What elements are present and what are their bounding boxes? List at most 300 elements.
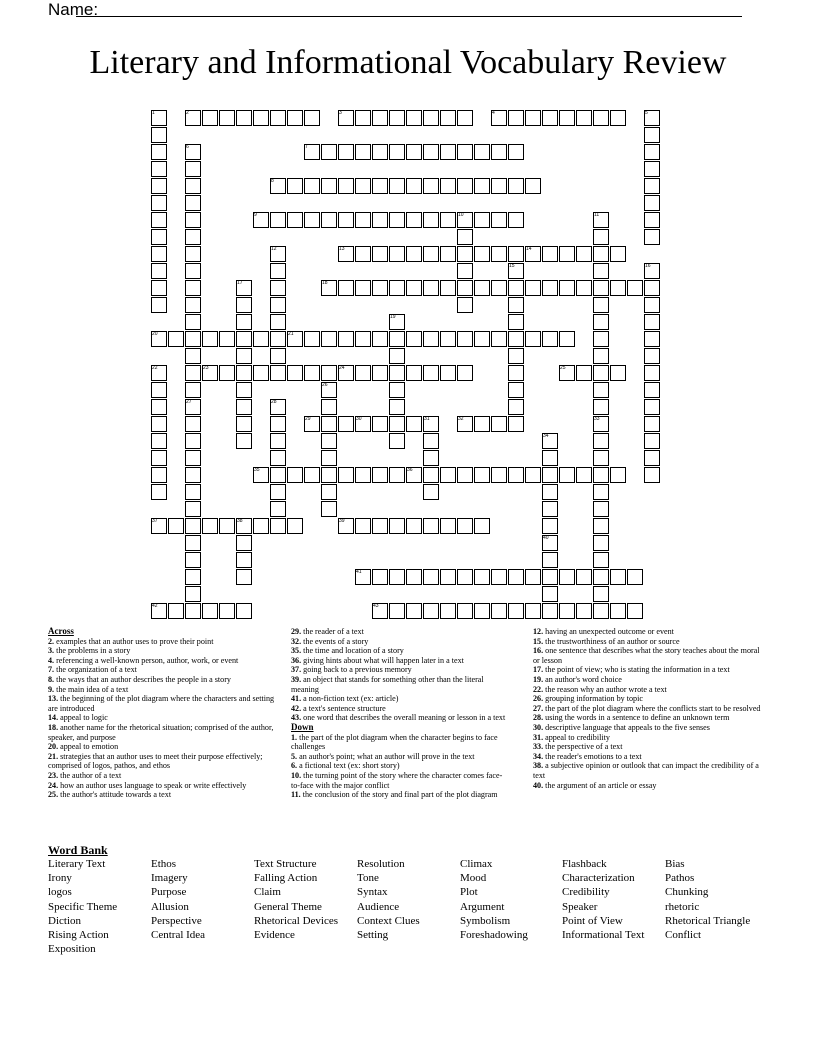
crossword-cell[interactable] [338, 331, 354, 347]
crossword-cell[interactable] [389, 331, 405, 347]
crossword-cell[interactable] [372, 331, 388, 347]
crossword-cell[interactable] [457, 246, 473, 262]
crossword-cell[interactable] [389, 416, 405, 432]
crossword-cell[interactable] [185, 297, 201, 313]
crossword-cell[interactable] [389, 569, 405, 585]
crossword-cell[interactable] [304, 212, 320, 228]
crossword-cell[interactable] [525, 569, 541, 585]
crossword-cell[interactable] [270, 450, 286, 466]
crossword-cell[interactable] [542, 603, 558, 619]
crossword-cell[interactable] [151, 484, 167, 500]
crossword-cell[interactable] [440, 467, 456, 483]
crossword-cell[interactable] [440, 280, 456, 296]
crossword-cell[interactable] [559, 280, 575, 296]
crossword-cell[interactable] [508, 467, 524, 483]
crossword-cell[interactable] [202, 331, 218, 347]
crossword-cell[interactable] [185, 195, 201, 211]
crossword-cell[interactable] [236, 603, 252, 619]
crossword-cell[interactable] [321, 399, 337, 415]
crossword-cell[interactable] [525, 280, 541, 296]
crossword-cell[interactable] [338, 144, 354, 160]
crossword-cell[interactable] [542, 331, 558, 347]
crossword-cell[interactable] [185, 212, 201, 228]
crossword-cell[interactable] [508, 110, 524, 126]
crossword-cell[interactable] [355, 331, 371, 347]
crossword-cell[interactable] [151, 212, 167, 228]
crossword-cell[interactable] [593, 331, 609, 347]
crossword-cell[interactable] [168, 603, 184, 619]
crossword-cell[interactable] [389, 518, 405, 534]
crossword-cell[interactable] [287, 365, 303, 381]
crossword-cell[interactable] [270, 110, 286, 126]
crossword-cell[interactable] [593, 484, 609, 500]
crossword-cell[interactable] [440, 603, 456, 619]
crossword-cell[interactable] [457, 518, 473, 534]
crossword-cell[interactable] [593, 518, 609, 534]
crossword-cell[interactable] [423, 484, 439, 500]
crossword-cell[interactable] [457, 144, 473, 160]
crossword-cell[interactable] [185, 501, 201, 517]
crossword-cell[interactable] [457, 569, 473, 585]
crossword-cell[interactable] [593, 569, 609, 585]
crossword-cell[interactable] [406, 569, 422, 585]
crossword-cell[interactable] [423, 450, 439, 466]
crossword-cell[interactable] [491, 178, 507, 194]
crossword-cell[interactable] [321, 178, 337, 194]
crossword-cell[interactable] [508, 603, 524, 619]
crossword-cell[interactable] [185, 433, 201, 449]
crossword-cell[interactable] [610, 365, 626, 381]
crossword-cell[interactable] [389, 467, 405, 483]
crossword-cell[interactable] [321, 467, 337, 483]
crossword-cell[interactable] [236, 365, 252, 381]
crossword-cell[interactable] [576, 603, 592, 619]
crossword-cell[interactable] [355, 518, 371, 534]
crossword-cell[interactable] [423, 246, 439, 262]
crossword-cell[interactable] [151, 297, 167, 313]
crossword-cell[interactable] [576, 467, 592, 483]
crossword-cell[interactable] [338, 212, 354, 228]
crossword-cell[interactable] [423, 365, 439, 381]
crossword-cell[interactable] [457, 263, 473, 279]
crossword-cell[interactable] [593, 263, 609, 279]
crossword-cell[interactable] [389, 178, 405, 194]
crossword-cell[interactable] [593, 280, 609, 296]
crossword-cell[interactable] [440, 212, 456, 228]
crossword-cell[interactable] [236, 110, 252, 126]
crossword-cell[interactable] [389, 212, 405, 228]
crossword-cell[interactable] [559, 246, 575, 262]
crossword-cell[interactable] [406, 212, 422, 228]
crossword-cell[interactable] [185, 467, 201, 483]
crossword-cell[interactable] [474, 518, 490, 534]
crossword-cell[interactable] [610, 110, 626, 126]
crossword-cell[interactable] [593, 586, 609, 602]
crossword-cell[interactable] [644, 467, 660, 483]
crossword-cell[interactable] [304, 178, 320, 194]
crossword-cell[interactable] [491, 144, 507, 160]
crossword-cell[interactable] [457, 365, 473, 381]
crossword-cell[interactable] [372, 467, 388, 483]
crossword-cell[interactable] [321, 433, 337, 449]
crossword-cell[interactable] [559, 467, 575, 483]
crossword-cell[interactable] [644, 433, 660, 449]
crossword-cell[interactable] [644, 450, 660, 466]
crossword-cell[interactable] [202, 518, 218, 534]
crossword-cell[interactable] [474, 280, 490, 296]
crossword-cell[interactable] [508, 246, 524, 262]
crossword-cell[interactable] [151, 229, 167, 245]
crossword-cell[interactable] [644, 161, 660, 177]
crossword-cell[interactable] [593, 399, 609, 415]
crossword-cell[interactable] [593, 535, 609, 551]
crossword-cell[interactable] [406, 518, 422, 534]
crossword-cell[interactable] [253, 365, 269, 381]
crossword-cell[interactable] [644, 399, 660, 415]
crossword-cell[interactable] [406, 365, 422, 381]
crossword-cell[interactable] [185, 603, 201, 619]
crossword-cell[interactable] [491, 467, 507, 483]
crossword-cell[interactable] [644, 365, 660, 381]
crossword-cell[interactable] [389, 433, 405, 449]
crossword-cell[interactable] [151, 450, 167, 466]
crossword-cell[interactable] [236, 331, 252, 347]
crossword-cell[interactable] [389, 365, 405, 381]
crossword-cell[interactable] [474, 467, 490, 483]
crossword-cell[interactable] [372, 518, 388, 534]
crossword-cell[interactable] [644, 195, 660, 211]
crossword-cell[interactable] [491, 246, 507, 262]
crossword-cell[interactable] [457, 331, 473, 347]
crossword-cell[interactable] [389, 348, 405, 364]
crossword-cell[interactable] [508, 365, 524, 381]
crossword-cell[interactable] [644, 229, 660, 245]
crossword-cell[interactable] [355, 212, 371, 228]
crossword-cell[interactable] [185, 382, 201, 398]
crossword-cell[interactable] [355, 467, 371, 483]
crossword-cell[interactable] [202, 603, 218, 619]
crossword-cell[interactable] [355, 280, 371, 296]
crossword-cell[interactable] [457, 603, 473, 619]
crossword-cell[interactable] [457, 467, 473, 483]
crossword-cell[interactable] [389, 280, 405, 296]
crossword-cell[interactable] [321, 365, 337, 381]
crossword-cell[interactable] [219, 603, 235, 619]
crossword-cell[interactable] [576, 246, 592, 262]
crossword-cell[interactable] [406, 246, 422, 262]
crossword-cell[interactable] [185, 365, 201, 381]
crossword-cell[interactable] [236, 552, 252, 568]
crossword-cell[interactable] [440, 518, 456, 534]
crossword-cell[interactable] [644, 348, 660, 364]
crossword-cell[interactable] [185, 484, 201, 500]
crossword-cell[interactable] [270, 280, 286, 296]
crossword-cell[interactable] [406, 178, 422, 194]
crossword-cell[interactable] [151, 178, 167, 194]
crossword-cell[interactable] [525, 603, 541, 619]
crossword-cell[interactable] [185, 416, 201, 432]
crossword-cell[interactable] [542, 501, 558, 517]
crossword-cell[interactable] [491, 212, 507, 228]
crossword-cell[interactable] [270, 263, 286, 279]
crossword-cell[interactable] [423, 178, 439, 194]
crossword-cell[interactable] [270, 314, 286, 330]
crossword-cell[interactable] [644, 178, 660, 194]
crossword-cell[interactable] [270, 365, 286, 381]
crossword-cell[interactable] [559, 110, 575, 126]
crossword-cell[interactable] [151, 127, 167, 143]
crossword-cell[interactable] [610, 246, 626, 262]
crossword-cell[interactable] [185, 552, 201, 568]
crossword-cell[interactable] [185, 331, 201, 347]
crossword-cell[interactable] [151, 246, 167, 262]
crossword-cell[interactable] [185, 535, 201, 551]
crossword-cell[interactable] [423, 110, 439, 126]
crossword-cell[interactable] [542, 280, 558, 296]
crossword-cell[interactable] [627, 603, 643, 619]
crossword-cell[interactable] [610, 280, 626, 296]
crossword-cell[interactable] [406, 280, 422, 296]
crossword-cell[interactable] [372, 365, 388, 381]
crossword-cell[interactable] [559, 569, 575, 585]
crossword-cell[interactable] [372, 144, 388, 160]
crossword-cell[interactable] [440, 331, 456, 347]
crossword-cell[interactable] [270, 501, 286, 517]
crossword-cell[interactable] [389, 603, 405, 619]
crossword-cell[interactable] [168, 331, 184, 347]
crossword-cell[interactable] [491, 280, 507, 296]
crossword-cell[interactable] [457, 280, 473, 296]
crossword-cell[interactable] [253, 518, 269, 534]
crossword-cell[interactable] [576, 110, 592, 126]
crossword-cell[interactable] [287, 467, 303, 483]
crossword-cell[interactable] [185, 569, 201, 585]
crossword-cell[interactable] [185, 178, 201, 194]
crossword-cell[interactable] [185, 263, 201, 279]
crossword-cell[interactable] [406, 331, 422, 347]
crossword-cell[interactable] [593, 110, 609, 126]
crossword-cell[interactable] [593, 348, 609, 364]
crossword-cell[interactable] [355, 178, 371, 194]
crossword-cell[interactable] [151, 416, 167, 432]
crossword-cell[interactable] [508, 331, 524, 347]
crossword-cell[interactable] [593, 433, 609, 449]
crossword-cell[interactable] [151, 195, 167, 211]
crossword-cell[interactable] [185, 229, 201, 245]
crossword-cell[interactable] [202, 110, 218, 126]
crossword-cell[interactable] [185, 161, 201, 177]
crossword-cell[interactable] [372, 246, 388, 262]
crossword-cell[interactable] [236, 297, 252, 313]
crossword-cell[interactable] [270, 348, 286, 364]
crossword-cell[interactable] [236, 348, 252, 364]
crossword-cell[interactable] [440, 178, 456, 194]
crossword-cell[interactable] [491, 569, 507, 585]
crossword-cell[interactable] [440, 569, 456, 585]
crossword-cell[interactable] [644, 416, 660, 432]
crossword-cell[interactable] [593, 467, 609, 483]
crossword-cell[interactable] [372, 110, 388, 126]
crossword-cell[interactable] [576, 569, 592, 585]
crossword-cell[interactable] [151, 161, 167, 177]
crossword-cell[interactable] [542, 569, 558, 585]
crossword-cell[interactable] [474, 178, 490, 194]
crossword-cell[interactable] [644, 144, 660, 160]
crossword-cell[interactable] [593, 229, 609, 245]
crossword-cell[interactable] [372, 416, 388, 432]
crossword-cell[interactable] [185, 280, 201, 296]
crossword-cell[interactable] [474, 569, 490, 585]
crossword-cell[interactable] [593, 382, 609, 398]
crossword-cell[interactable] [423, 144, 439, 160]
crossword-cell[interactable] [644, 331, 660, 347]
crossword-cell[interactable] [423, 569, 439, 585]
crossword-cell[interactable] [406, 144, 422, 160]
crossword-cell[interactable] [423, 433, 439, 449]
crossword-cell[interactable] [423, 280, 439, 296]
crossword-cell[interactable] [508, 212, 524, 228]
crossword-cell[interactable] [185, 586, 201, 602]
crossword-cell[interactable] [627, 569, 643, 585]
crossword-cell[interactable] [338, 178, 354, 194]
crossword-cell[interactable] [219, 110, 235, 126]
crossword-cell[interactable] [508, 416, 524, 432]
crossword-cell[interactable] [168, 518, 184, 534]
crossword-cell[interactable] [423, 518, 439, 534]
crossword-cell[interactable] [593, 297, 609, 313]
crossword-cell[interactable] [508, 399, 524, 415]
crossword-cell[interactable] [389, 382, 405, 398]
crossword-cell[interactable] [542, 246, 558, 262]
crossword-cell[interactable] [321, 212, 337, 228]
crossword-cell[interactable] [185, 348, 201, 364]
crossword-cell[interactable] [270, 433, 286, 449]
crossword-cell[interactable] [253, 331, 269, 347]
crossword-cell[interactable] [236, 416, 252, 432]
crossword-cell[interactable] [508, 280, 524, 296]
crossword-cell[interactable] [508, 569, 524, 585]
crossword-cell[interactable] [525, 178, 541, 194]
crossword-cell[interactable] [151, 263, 167, 279]
crossword-cell[interactable] [372, 280, 388, 296]
crossword-cell[interactable] [508, 297, 524, 313]
crossword-cell[interactable] [321, 416, 337, 432]
crossword-cell[interactable] [644, 314, 660, 330]
crossword-cell[interactable] [576, 365, 592, 381]
crossword-cell[interactable] [423, 212, 439, 228]
crossword-cell[interactable] [644, 297, 660, 313]
crossword-cell[interactable] [610, 569, 626, 585]
crossword-cell[interactable] [627, 280, 643, 296]
crossword-cell[interactable] [389, 110, 405, 126]
crossword-cell[interactable] [236, 314, 252, 330]
crossword-cell[interactable] [321, 484, 337, 500]
crossword-cell[interactable] [525, 467, 541, 483]
crossword-cell[interactable] [151, 467, 167, 483]
crossword-cell[interactable] [270, 467, 286, 483]
crossword-cell[interactable] [219, 518, 235, 534]
crossword-cell[interactable] [593, 501, 609, 517]
crossword-cell[interactable] [474, 416, 490, 432]
crossword-cell[interactable] [474, 246, 490, 262]
crossword-cell[interactable] [321, 450, 337, 466]
crossword-cell[interactable] [491, 331, 507, 347]
crossword-cell[interactable] [185, 450, 201, 466]
crossword-cell[interactable] [593, 552, 609, 568]
crossword-cell[interactable] [423, 331, 439, 347]
crossword-cell[interactable] [474, 212, 490, 228]
crossword-cell[interactable] [457, 178, 473, 194]
crossword-cell[interactable] [508, 144, 524, 160]
crossword-cell[interactable] [406, 416, 422, 432]
crossword-cell[interactable] [542, 518, 558, 534]
crossword-cell[interactable] [508, 382, 524, 398]
crossword-cell[interactable] [338, 280, 354, 296]
crossword-cell[interactable] [219, 331, 235, 347]
crossword-cell[interactable] [423, 467, 439, 483]
crossword-cell[interactable] [270, 416, 286, 432]
crossword-cell[interactable] [542, 586, 558, 602]
crossword-cell[interactable] [440, 365, 456, 381]
crossword-cell[interactable] [219, 365, 235, 381]
crossword-cell[interactable] [542, 110, 558, 126]
crossword-cell[interactable] [355, 246, 371, 262]
crossword-cell[interactable] [559, 603, 575, 619]
crossword-cell[interactable] [542, 484, 558, 500]
crossword-cell[interactable] [610, 603, 626, 619]
crossword-cell[interactable] [304, 110, 320, 126]
crossword-cell[interactable] [593, 314, 609, 330]
crossword-cell[interactable] [389, 399, 405, 415]
crossword-cell[interactable] [304, 467, 320, 483]
crossword-cell[interactable] [151, 399, 167, 415]
crossword-cell[interactable] [440, 246, 456, 262]
crossword-cell[interactable] [559, 331, 575, 347]
crossword-cell[interactable] [644, 382, 660, 398]
crossword-cell[interactable] [389, 144, 405, 160]
crossword-cell[interactable] [304, 365, 320, 381]
crossword-cell[interactable] [542, 467, 558, 483]
crossword-cell[interactable] [287, 518, 303, 534]
crossword-cell[interactable] [151, 280, 167, 296]
crossword-cell[interactable] [151, 144, 167, 160]
crossword-cell[interactable] [406, 603, 422, 619]
crossword-cell[interactable] [321, 331, 337, 347]
crossword-cell[interactable] [304, 331, 320, 347]
crossword-cell[interactable] [372, 569, 388, 585]
crossword-cell[interactable] [287, 178, 303, 194]
crossword-cell[interactable] [236, 399, 252, 415]
crossword-cell[interactable] [593, 450, 609, 466]
crossword-cell[interactable] [593, 603, 609, 619]
crossword-cell[interactable] [525, 110, 541, 126]
crossword-cell[interactable] [185, 314, 201, 330]
crossword-cell[interactable] [644, 127, 660, 143]
crossword-cell[interactable] [236, 535, 252, 551]
crossword-cell[interactable] [508, 348, 524, 364]
crossword-cell[interactable] [270, 331, 286, 347]
crossword-cell[interactable] [423, 603, 439, 619]
crossword-cell[interactable] [355, 365, 371, 381]
crossword-cell[interactable] [406, 110, 422, 126]
crossword-cell[interactable] [338, 416, 354, 432]
crossword-cell[interactable] [542, 552, 558, 568]
crossword-cell[interactable] [508, 314, 524, 330]
crossword-cell[interactable] [389, 246, 405, 262]
crossword-cell[interactable] [644, 212, 660, 228]
crossword-cell[interactable] [372, 212, 388, 228]
crossword-cell[interactable] [321, 144, 337, 160]
